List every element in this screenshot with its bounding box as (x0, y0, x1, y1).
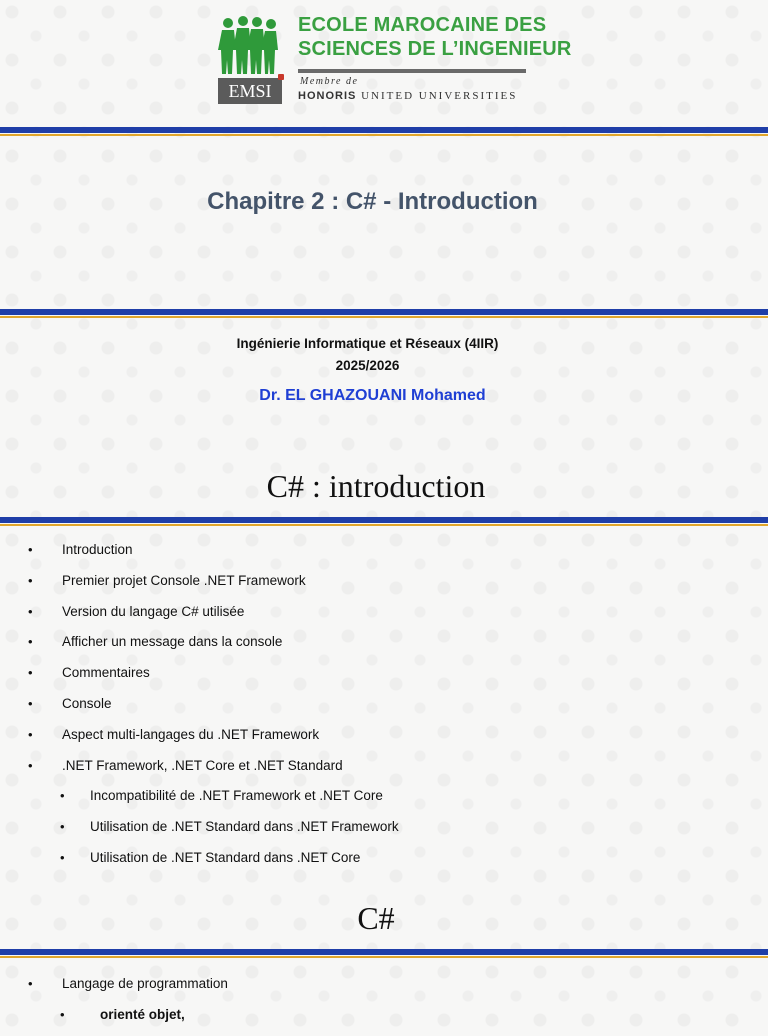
list-item (0, 817, 768, 848)
school-name-line1: ECOLE MAROCAINE DES (298, 14, 547, 36)
list-item (0, 974, 768, 1005)
list-item (0, 663, 768, 694)
intro-bullet-list (0, 540, 768, 879)
bullet-marker: • (60, 788, 65, 804)
bullet-marker: • (28, 572, 33, 588)
list-item (0, 786, 768, 817)
slide-title-csharp: C# (357, 900, 395, 936)
bullet-marker: • (60, 819, 65, 835)
bullet-marker: • (28, 665, 33, 681)
network-rest: UNITED UNIVERSITIES (361, 90, 518, 102)
separator-line (0, 517, 768, 527)
list-item-text: Introduction (62, 542, 133, 557)
bullet-marker: • (60, 1006, 65, 1022)
chapter-title: Chapitre 2 : C# - Introduction (207, 188, 538, 215)
bullet-marker: • (28, 542, 33, 557)
logo-red-dot (278, 74, 284, 80)
list-item-text: Utilisation de .NET Standard dans .NET Framework (90, 819, 399, 835)
network-bold: HONORIS (298, 90, 357, 102)
program-name: Ingénierie Informatique et Réseaux (4IIR) (236, 336, 499, 351)
list-item (0, 725, 768, 756)
list-item-text: Version du langage C# utilisée (62, 603, 245, 619)
list-item-text: Commentaires (62, 665, 150, 681)
author-name: Dr. EL GHAZOUANI Mohamed (259, 387, 486, 404)
list-item (0, 848, 768, 879)
separator-line (0, 127, 768, 137)
list-item-text: orienté objet, (100, 1006, 185, 1022)
list-item (0, 1005, 768, 1036)
school-name-line2: SCIENCES DE L’INGENIEUR (298, 38, 572, 60)
network-name (298, 90, 517, 102)
academic-year: 2025/2026 (335, 358, 400, 373)
bullet-marker: • (28, 726, 33, 742)
logo-badge: EMSI (218, 78, 282, 104)
slide-title-intro: C# : introduction (266, 468, 486, 504)
logo-divider (298, 69, 526, 73)
bullet-marker: • (60, 849, 65, 865)
list-item-text: Afficher un message dans la console (62, 634, 283, 650)
list-item (0, 632, 768, 663)
list-item (0, 571, 768, 602)
students-figures-icon (218, 14, 282, 76)
bullet-marker: • (28, 757, 33, 773)
list-item-text: Langage de programmation (62, 976, 228, 991)
separator-line (0, 309, 768, 319)
member-of-text: Membre de (300, 76, 359, 87)
bullet-marker: • (28, 976, 33, 991)
separator-line (0, 949, 768, 959)
list-item (0, 756, 768, 787)
bullet-marker: • (28, 603, 33, 619)
list-item (0, 602, 768, 633)
list-item-text: Utilisation de .NET Standard dans .NET Core (90, 849, 361, 865)
list-item-text: Incompatibilité de .NET Framework et .NET Core (90, 788, 383, 804)
bullet-marker: • (28, 695, 33, 711)
bullet-marker: • (28, 634, 33, 650)
list-item-text: Console (62, 695, 112, 711)
list-item (0, 540, 768, 571)
list-item-text: .NET Framework, .NET Core et .NET Standard (62, 757, 343, 773)
csharp-bullet-list (0, 974, 768, 1036)
list-item-text: Premier projet Console .NET Framework (62, 572, 306, 588)
emsi-logo (218, 14, 572, 102)
list-item (0, 694, 768, 725)
list-item-text: Aspect multi-langages du .NET Framework (62, 726, 320, 742)
